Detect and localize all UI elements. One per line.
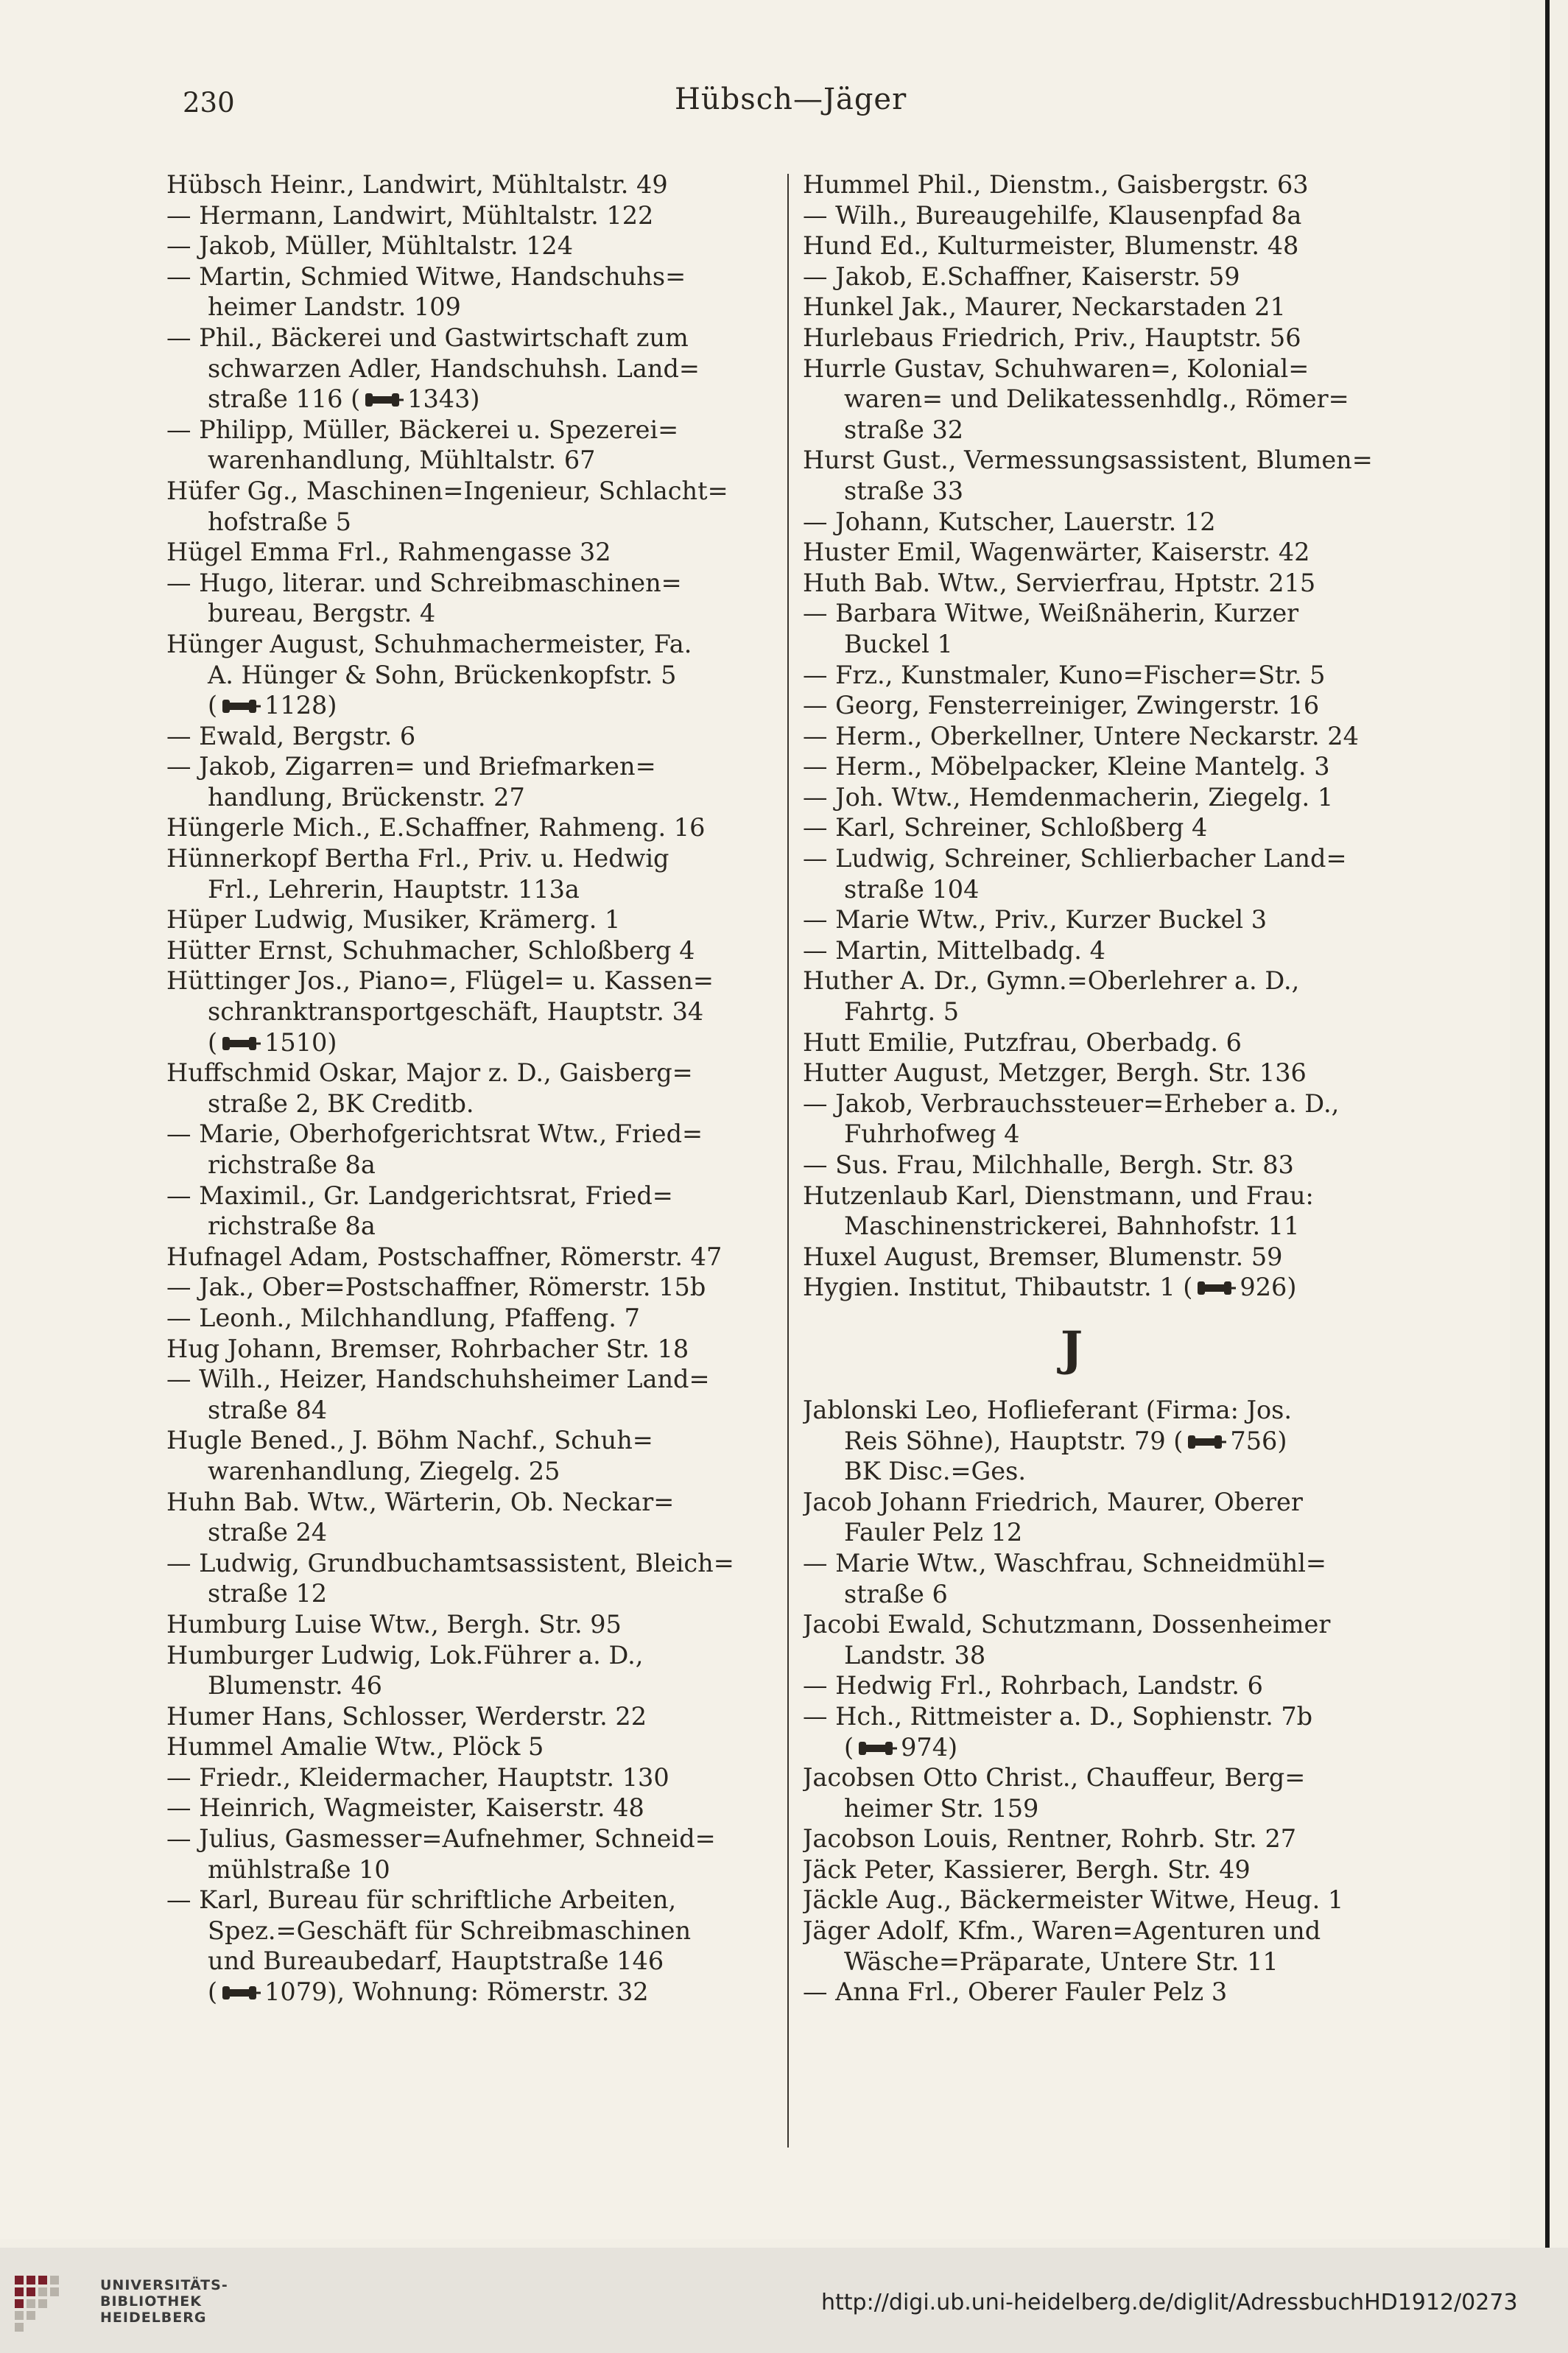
entry-text: A. Hünger & Sohn, Brückenkopfstr. 5 — [208, 660, 677, 689]
phone-number: 1079), Wohnung: Römerstr. 32 — [264, 1977, 649, 2007]
entry-text: — Jak., Ober=Postschaffner, Römerstr. 15b — [166, 1273, 706, 1302]
entry-text: ( — [208, 691, 218, 720]
entry-text: Jäger Adolf, Kfm., Waren=Agenturen und — [803, 1916, 1321, 1946]
entry-text: — Sus. Frau, Milchhalle, Bergh. Str. 83 — [803, 1150, 1294, 1179]
directory-entry-line — [166, 1272, 763, 1303]
entry-text: schranktransportgeschäft, Hauptstr. 34 — [208, 997, 704, 1027]
telephone-icon — [857, 1739, 898, 1758]
entry-text: Hurrle Gustav, Schuhwaren=, Kolonial= — [803, 354, 1309, 383]
entry-text: Jacobson Louis, Rentner, Rohrb. Str. 27 — [803, 1824, 1297, 1854]
directory-entry-line — [803, 384, 1399, 415]
directory-entry-line — [803, 537, 1399, 568]
directory-entry-line — [166, 1609, 763, 1640]
entry-text: Hüttinger Jos., Piano=, Flügel= u. Kassen= — [166, 966, 714, 996]
directory-entry-line — [803, 1609, 1399, 1640]
entry-text: BK Disc.=Ges. — [844, 1457, 1026, 1486]
directory-entry-line — [803, 1058, 1399, 1088]
entry-text: Hübsch Heinr., Landwirt, Mühltalstr. 49 — [166, 170, 668, 199]
scan-edge — [1545, 0, 1550, 2353]
directory-entry-line — [803, 231, 1399, 261]
directory-entry-line — [803, 1211, 1399, 1242]
directory-entry-line — [166, 1578, 763, 1609]
entry-text: Hüfer Gg., Maschinen=Ingenieur, Schlacht= — [166, 476, 728, 505]
directory-entry-line — [166, 1548, 763, 1579]
directory-entry-line — [803, 1579, 1399, 1610]
directory-entry-line — [166, 598, 763, 629]
entry-text: Buckel 1 — [844, 629, 953, 658]
directory-entry-line — [166, 660, 763, 691]
entry-text: Jacob Johann Friedrich, Maurer, Oberer — [803, 1487, 1303, 1516]
telephone-icon — [220, 1983, 261, 2002]
entry-text: Fuhrhofweg 4 — [844, 1119, 1020, 1149]
entry-text: straße 33 — [844, 476, 964, 505]
directory-entry-line — [803, 1640, 1399, 1671]
directory-entry-line — [166, 261, 763, 292]
directory-entry-line — [166, 1854, 763, 1885]
entry-text: — Ludwig, Grundbuchamtsassistent, Bleich= — [166, 1548, 734, 1578]
entry-text: richstraße 8a — [208, 1211, 376, 1241]
directory-entry-line — [166, 1517, 763, 1548]
directory-entry-line — [166, 1701, 763, 1732]
phone-number: 1128) — [264, 691, 337, 720]
entry-text: — Karl, Bureau für schriftliche Arbeiten, — [166, 1885, 677, 1915]
telephone-icon — [220, 697, 261, 716]
directory-entry-line — [803, 598, 1399, 629]
entry-text: — Wilh., Heizer, Handschuhsheimer Land= — [166, 1365, 710, 1394]
directory-entry-line — [803, 507, 1399, 538]
entry-text: straße 24 — [208, 1518, 328, 1547]
entry-text: straße 32 — [844, 415, 964, 444]
directory-entry-line — [166, 1916, 763, 1946]
entry-text: Huther A. Dr., Gymn.=Oberlehrer a. D., — [803, 966, 1300, 996]
entry-text: hofstraße 5 — [208, 507, 351, 536]
entry-text: — Ewald, Bergstr. 6 — [166, 721, 416, 750]
directory-entry-line — [803, 476, 1399, 507]
directory-entry-line — [166, 384, 763, 415]
directory-entry-line — [803, 1027, 1399, 1058]
entry-text: — Johann, Kutscher, Lauerstr. 12 — [803, 507, 1216, 536]
entry-text: — Barbara Witwe, Weißnäherin, Kurzer — [803, 599, 1299, 628]
directory-entry-line — [803, 1088, 1399, 1119]
entry-text: Fahrtg. 5 — [844, 997, 960, 1027]
directory-entry-line — [166, 1793, 763, 1823]
entry-text: straße 84 — [208, 1395, 328, 1424]
entry-text: — Martin, Schmied Witwe, Handschuhs= — [166, 261, 686, 291]
directory-entry-line — [803, 996, 1399, 1027]
entry-text: — Herm., Möbelpacker, Kleine Mantelg. 3 — [803, 752, 1330, 781]
directory-entry-line — [803, 874, 1399, 905]
entry-text: straße 6 — [844, 1579, 948, 1608]
entry-text: Huxel August, Bremser, Blumenstr. 59 — [803, 1242, 1283, 1271]
directory-entry-line — [166, 782, 763, 813]
entry-text: — Julius, Gasmesser=Aufnehmer, Schneid= — [166, 1824, 716, 1854]
directory-entry-line — [166, 292, 763, 323]
entry-text: Jablonski Leo, Hoflieferant (Firma: Jos. — [803, 1395, 1293, 1424]
library-name-line: BIBLIOTHEK — [100, 2293, 202, 2310]
directory-entry-line — [803, 1517, 1399, 1548]
entry-text: Hunkel Jak., Maurer, Neckarstaden 21 — [803, 292, 1286, 322]
entry-text: — Maximil., Gr. Landgerichtsrat, Fried= — [166, 1181, 673, 1210]
entry-text: Hummel Phil., Dienstm., Gaisbergstr. 63 — [803, 170, 1309, 199]
directory-entry-line — [803, 966, 1399, 996]
directory-entry-line — [166, 996, 763, 1027]
directory-entry-line — [166, 415, 763, 446]
entry-text: — Heinrich, Wagmeister, Kaiserstr. 48 — [166, 1793, 644, 1823]
entry-text: — Jakob, Verbrauchssteuer=Erheber a. D., — [803, 1088, 1340, 1118]
library-name-line: UNIVERSITÄTS- — [100, 2277, 228, 2293]
entry-text: Hütter Ernst, Schuhmacher, Schloßberg 4 — [166, 935, 695, 965]
entry-text: — Hugo, literar. und Schreibmaschinen= — [166, 568, 682, 597]
entry-text: Hünnerkopf Bertha Frl., Priv. u. Hedwig — [166, 844, 669, 873]
library-name — [100, 2277, 228, 2326]
directory-entry-line — [803, 751, 1399, 782]
entry-text: — Ludwig, Schreiner, Schlierbacher Land= — [803, 844, 1347, 873]
entry-text: ( — [208, 1027, 218, 1057]
library-logo-icon — [12, 2271, 93, 2336]
entry-text: Hüper Ludwig, Musiker, Krämerg. 1 — [166, 905, 621, 935]
directory-entry-line — [803, 1119, 1399, 1150]
entry-text: Landstr. 38 — [844, 1640, 986, 1670]
directory-entry-line — [166, 568, 763, 599]
directory-entry-line — [803, 1977, 1399, 2008]
entry-text: Humer Hans, Schlosser, Werderstr. 22 — [166, 1701, 647, 1731]
entry-text: schwarzen Adler, Handschuhsh. Land= — [208, 354, 700, 383]
entry-text: waren= und Delikatessenhdlg., Römer= — [844, 384, 1349, 414]
directory-entry-line — [803, 568, 1399, 599]
directory-entry-line — [166, 231, 763, 261]
directory-entry-line — [803, 1916, 1399, 1946]
directory-entry-line — [166, 1885, 763, 1916]
telephone-icon — [220, 1034, 261, 1053]
directory-entry-line — [166, 1762, 763, 1793]
entry-text: — Hermann, Landwirt, Mühltalstr. 122 — [166, 200, 654, 230]
directory-entry-line — [166, 966, 763, 996]
directory-entry-line — [166, 935, 763, 966]
left-column — [166, 169, 763, 2008]
directory-entry-line — [803, 1793, 1399, 1824]
directory-entry-line — [803, 690, 1399, 721]
section-letter: J — [1060, 1320, 1083, 1376]
directory-entry-line — [166, 1670, 763, 1701]
phone-number: 1343) — [407, 384, 480, 414]
telephone-icon — [1186, 1432, 1227, 1452]
directory-entry-line — [166, 874, 763, 905]
entry-text: — Jakob, Zigarren= und Briefmarken= — [166, 752, 656, 781]
library-name-line: HEIDELBERG — [100, 2310, 207, 2326]
directory-entry-line — [803, 721, 1399, 752]
entry-text: Humburger Ludwig, Lok.Führer a. D., — [166, 1640, 644, 1670]
entry-text: heimer Landstr. 109 — [208, 292, 461, 322]
directory-entry-line — [803, 354, 1399, 384]
entry-text: Hug Johann, Bremser, Rohrbacher Str. 18 — [166, 1334, 689, 1363]
phone-number: 1510) — [264, 1027, 337, 1057]
entry-text: straße 116 ( — [208, 384, 361, 414]
entry-text: — Philipp, Müller, Bäckerei u. Spezerei= — [166, 415, 679, 444]
entry-text: Hund Ed., Kulturmeister, Blumenstr. 48 — [803, 231, 1299, 261]
entry-text: straße 2, BK Creditb. — [208, 1088, 474, 1118]
directory-entry-line — [803, 200, 1399, 231]
directory-entry-line — [166, 1487, 763, 1518]
directory-entry-line — [803, 1487, 1399, 1518]
entry-text: Huster Emil, Wagenwärter, Kaiserstr. 42 — [803, 538, 1310, 567]
directory-entry-line — [166, 751, 763, 782]
directory-entry-line — [166, 169, 763, 200]
directory-entry-line — [803, 1701, 1399, 1732]
entry-text: Hügel Emma Frl., Rahmengasse 32 — [166, 538, 611, 567]
entry-text: bureau, Bergstr. 4 — [208, 599, 436, 628]
directory-entry-line — [803, 1548, 1399, 1579]
entry-text: — Karl, Schreiner, Schloßberg 4 — [803, 813, 1208, 843]
entry-text: warenhandlung, Ziegelg. 25 — [208, 1456, 560, 1485]
directory-entry-line — [166, 1058, 763, 1088]
directory-entry-line — [166, 1395, 763, 1426]
entry-text: Maschinenstrickerei, Bahnhofstr. 11 — [844, 1211, 1300, 1241]
entry-text: Huhn Bab. Wtw., Wärterin, Ob. Neckar= — [166, 1487, 675, 1516]
entry-text: — Jakob, Müller, Mühltalstr. 124 — [166, 231, 574, 261]
phone-number: 756) — [1230, 1426, 1287, 1455]
directory-entry-line — [166, 1242, 763, 1273]
directory-entry-line — [803, 1242, 1399, 1273]
entry-text: Jäckle Aug., Bäckermeister Witwe, Heug. 1 — [803, 1885, 1344, 1915]
directory-entry-line — [166, 1425, 763, 1456]
telephone-icon — [1195, 1279, 1237, 1298]
entry-text: Jacobi Ewald, Schutzmann, Dossenheimer — [803, 1610, 1331, 1639]
directory-entry-line — [166, 1211, 763, 1242]
entry-text: Frl., Lehrerin, Hauptstr. 113a — [208, 874, 580, 904]
directory-entry-line — [803, 1456, 1399, 1487]
directory-entry-line — [166, 843, 763, 874]
directory-entry-line — [166, 1977, 763, 2008]
directory-entry-line — [166, 200, 763, 231]
entry-text: Hufnagel Adam, Postschaffner, Römerstr. 47 — [166, 1242, 723, 1271]
directory-entry-line — [803, 415, 1399, 446]
entry-text: Blumenstr. 46 — [208, 1671, 382, 1700]
entry-text: Reis Söhne), Hauptstr. 79 ( — [844, 1426, 1184, 1455]
directory-entry-line — [803, 843, 1399, 874]
entry-text: Hugle Bened., J. Böhm Nachf., Schuh= — [166, 1426, 653, 1455]
entry-text: — Jakob, E.Schaffner, Kaiserstr. 59 — [803, 261, 1240, 291]
directory-entry-line — [803, 1150, 1399, 1181]
directory-entry-line — [166, 1181, 763, 1211]
entry-text: mühlstraße 10 — [208, 1854, 390, 1884]
directory-entry-line — [803, 1670, 1399, 1701]
directory-entry-line — [803, 660, 1399, 691]
directory-entry-line — [166, 812, 763, 843]
entry-text: Jäck Peter, Kassierer, Bergh. Str. 49 — [803, 1854, 1251, 1884]
directory-entry-line — [166, 1640, 763, 1671]
entry-text: Hutt Emilie, Putzfrau, Oberbadg. 6 — [803, 1027, 1242, 1057]
directory-entry-line — [166, 537, 763, 568]
running-head: Hübsch—Jäger — [675, 82, 907, 116]
directory-entry-line — [166, 354, 763, 384]
directory-entry-line — [803, 629, 1399, 660]
entry-text: Huffschmid Oskar, Major z. D., Gaisberg= — [166, 1058, 693, 1088]
directory-entry-line — [166, 507, 763, 538]
directory-entry-line — [803, 323, 1399, 354]
entry-text: ( — [844, 1732, 854, 1762]
entry-text: warenhandlung, Mühltalstr. 67 — [208, 446, 596, 475]
entry-text: Humburg Luise Wtw., Bergh. Str. 95 — [166, 1609, 622, 1639]
directory-entry-line — [803, 445, 1399, 476]
entry-text: — Marie Wtw., Priv., Kurzer Buckel 3 — [803, 905, 1268, 935]
entry-text: — Marie Wtw., Waschfrau, Schneidmühl= — [803, 1548, 1326, 1578]
entry-text: Hygien. Institut, Thibautstr. 1 ( — [803, 1273, 1193, 1302]
directory-entry-line — [803, 1885, 1399, 1916]
phone-number: 926) — [1240, 1273, 1297, 1302]
entry-text: und Bureaubedarf, Hauptstraße 146 — [208, 1946, 664, 1976]
directory-entry-line — [803, 292, 1399, 323]
entry-text: — Wilh., Bureaugehilfe, Klausenpfad 8a — [803, 200, 1302, 230]
entry-text: handlung, Brückenstr. 27 — [208, 782, 525, 812]
directory-entry-line — [166, 1456, 763, 1487]
entry-text: Wäsche=Präparate, Untere Str. 11 — [844, 1946, 1279, 1976]
directory-entry-line — [166, 1364, 763, 1395]
page-number: 230 — [183, 87, 235, 119]
directory-entry-line — [166, 1088, 763, 1119]
entry-text: — Anna Frl., Oberer Fauler Pelz 3 — [803, 1977, 1228, 2007]
entry-text: Hutter August, Metzger, Bergh. Str. 136 — [803, 1058, 1307, 1088]
entry-text: Hünger August, Schuhmachermeister, Fa. — [166, 629, 692, 658]
directory-entry-line — [166, 1823, 763, 1854]
directory-entry-line — [803, 1762, 1399, 1793]
telephone-icon — [363, 390, 404, 409]
directory-entry-line — [803, 935, 1399, 966]
directory-entry-line — [166, 1027, 763, 1058]
entry-text: Hurlebaus Friedrich, Priv., Hauptstr. 56 — [803, 323, 1301, 352]
entry-text: straße 12 — [208, 1579, 328, 1608]
directory-entry-line — [803, 904, 1399, 935]
source-url-link[interactable]: http://digi.ub.uni-heidelberg.de/diglit/AdressbuchHD1912/0273 — [821, 2290, 1518, 2315]
entry-text: Hüngerle Mich., E.Schaffner, Rahmeng. 16 — [166, 813, 706, 843]
directory-entry-line — [803, 261, 1399, 292]
directory-entry-line — [166, 323, 763, 354]
entry-text: Jacobsen Otto Christ., Chauffeur, Berg= — [803, 1763, 1306, 1793]
directory-entry-line — [166, 1150, 763, 1181]
directory-entry-line — [166, 1334, 763, 1365]
column-divider — [787, 174, 789, 2148]
directory-entry-line — [803, 1181, 1399, 1211]
directory-entry-line — [166, 690, 763, 721]
entry-text: — Hedwig Frl., Rohrbach, Landstr. 6 — [803, 1671, 1263, 1700]
entry-text: ( — [208, 1977, 218, 2007]
entry-text: — Herm., Oberkellner, Untere Neckarstr. 24 — [803, 721, 1359, 750]
entry-text: Hurst Gust., Vermessungsassistent, Blumen= — [803, 446, 1373, 475]
entry-text: — Joh. Wtw., Hemdenmacherin, Ziegelg. 1 — [803, 782, 1334, 812]
entry-text: — Georg, Fensterreiniger, Zwingerstr. 16 — [803, 691, 1320, 720]
directory-entry-line — [803, 812, 1399, 843]
directory-entry-line — [803, 1272, 1399, 1303]
directory-entry-line — [166, 721, 763, 752]
entry-text: — Hch., Rittmeister a. D., Sophienstr. 7b — [803, 1701, 1313, 1731]
directory-entry-line — [803, 1732, 1399, 1763]
entry-text: — Martin, Mittelbadg. 4 — [803, 935, 1105, 965]
phone-number: 974) — [901, 1732, 958, 1762]
directory-entry-line — [166, 904, 763, 935]
directory-entry-line — [166, 476, 763, 507]
entry-text: Hutzenlaub Karl, Dienstmann, und Frau: — [803, 1181, 1314, 1210]
directory-entry-line — [803, 782, 1399, 813]
entry-text: — Frz., Kunstmaler, Kuno=Fischer=Str. 5 — [803, 660, 1326, 689]
entry-text: Hummel Amalie Wtw., Plöck 5 — [166, 1732, 544, 1762]
directory-entry-line — [166, 1731, 763, 1762]
entry-text: heimer Str. 159 — [844, 1793, 1039, 1823]
entry-text: Huth Bab. Wtw., Servierfrau, Hptstr. 215 — [803, 568, 1316, 597]
entry-text: — Friedr., Kleidermacher, Hauptstr. 130 — [166, 1762, 669, 1792]
entry-text: Spez.=Geschäft für Schreibmaschinen — [208, 1916, 692, 1945]
footer-bar — [0, 2248, 1568, 2353]
directory-entry-line — [803, 1823, 1399, 1854]
right-column — [803, 169, 1399, 2008]
entry-text: — Marie, Oberhofgerichtsrat Wtw., Fried= — [166, 1119, 703, 1149]
entry-text: straße 104 — [844, 874, 980, 904]
directory-entry-line — [166, 445, 763, 476]
directory-entry-line — [803, 1946, 1399, 1977]
directory-entry-line — [803, 1426, 1399, 1457]
directory-entry-line — [803, 169, 1399, 200]
directory-entry-line — [803, 1395, 1399, 1426]
entry-text: — Leonh., Milchhandlung, Pfaffeng. 7 — [166, 1303, 640, 1332]
directory-entry-line — [166, 629, 763, 660]
entry-text: — Phil., Bäckerei und Gastwirtschaft zum — [166, 323, 689, 352]
directory-entry-line — [803, 1854, 1399, 1885]
entry-text: richstraße 8a — [208, 1150, 376, 1179]
directory-entry-line — [166, 1946, 763, 1977]
directory-entry-line — [166, 1119, 763, 1150]
directory-entry-line — [166, 1303, 763, 1334]
entry-text: Fauler Pelz 12 — [844, 1518, 1023, 1547]
